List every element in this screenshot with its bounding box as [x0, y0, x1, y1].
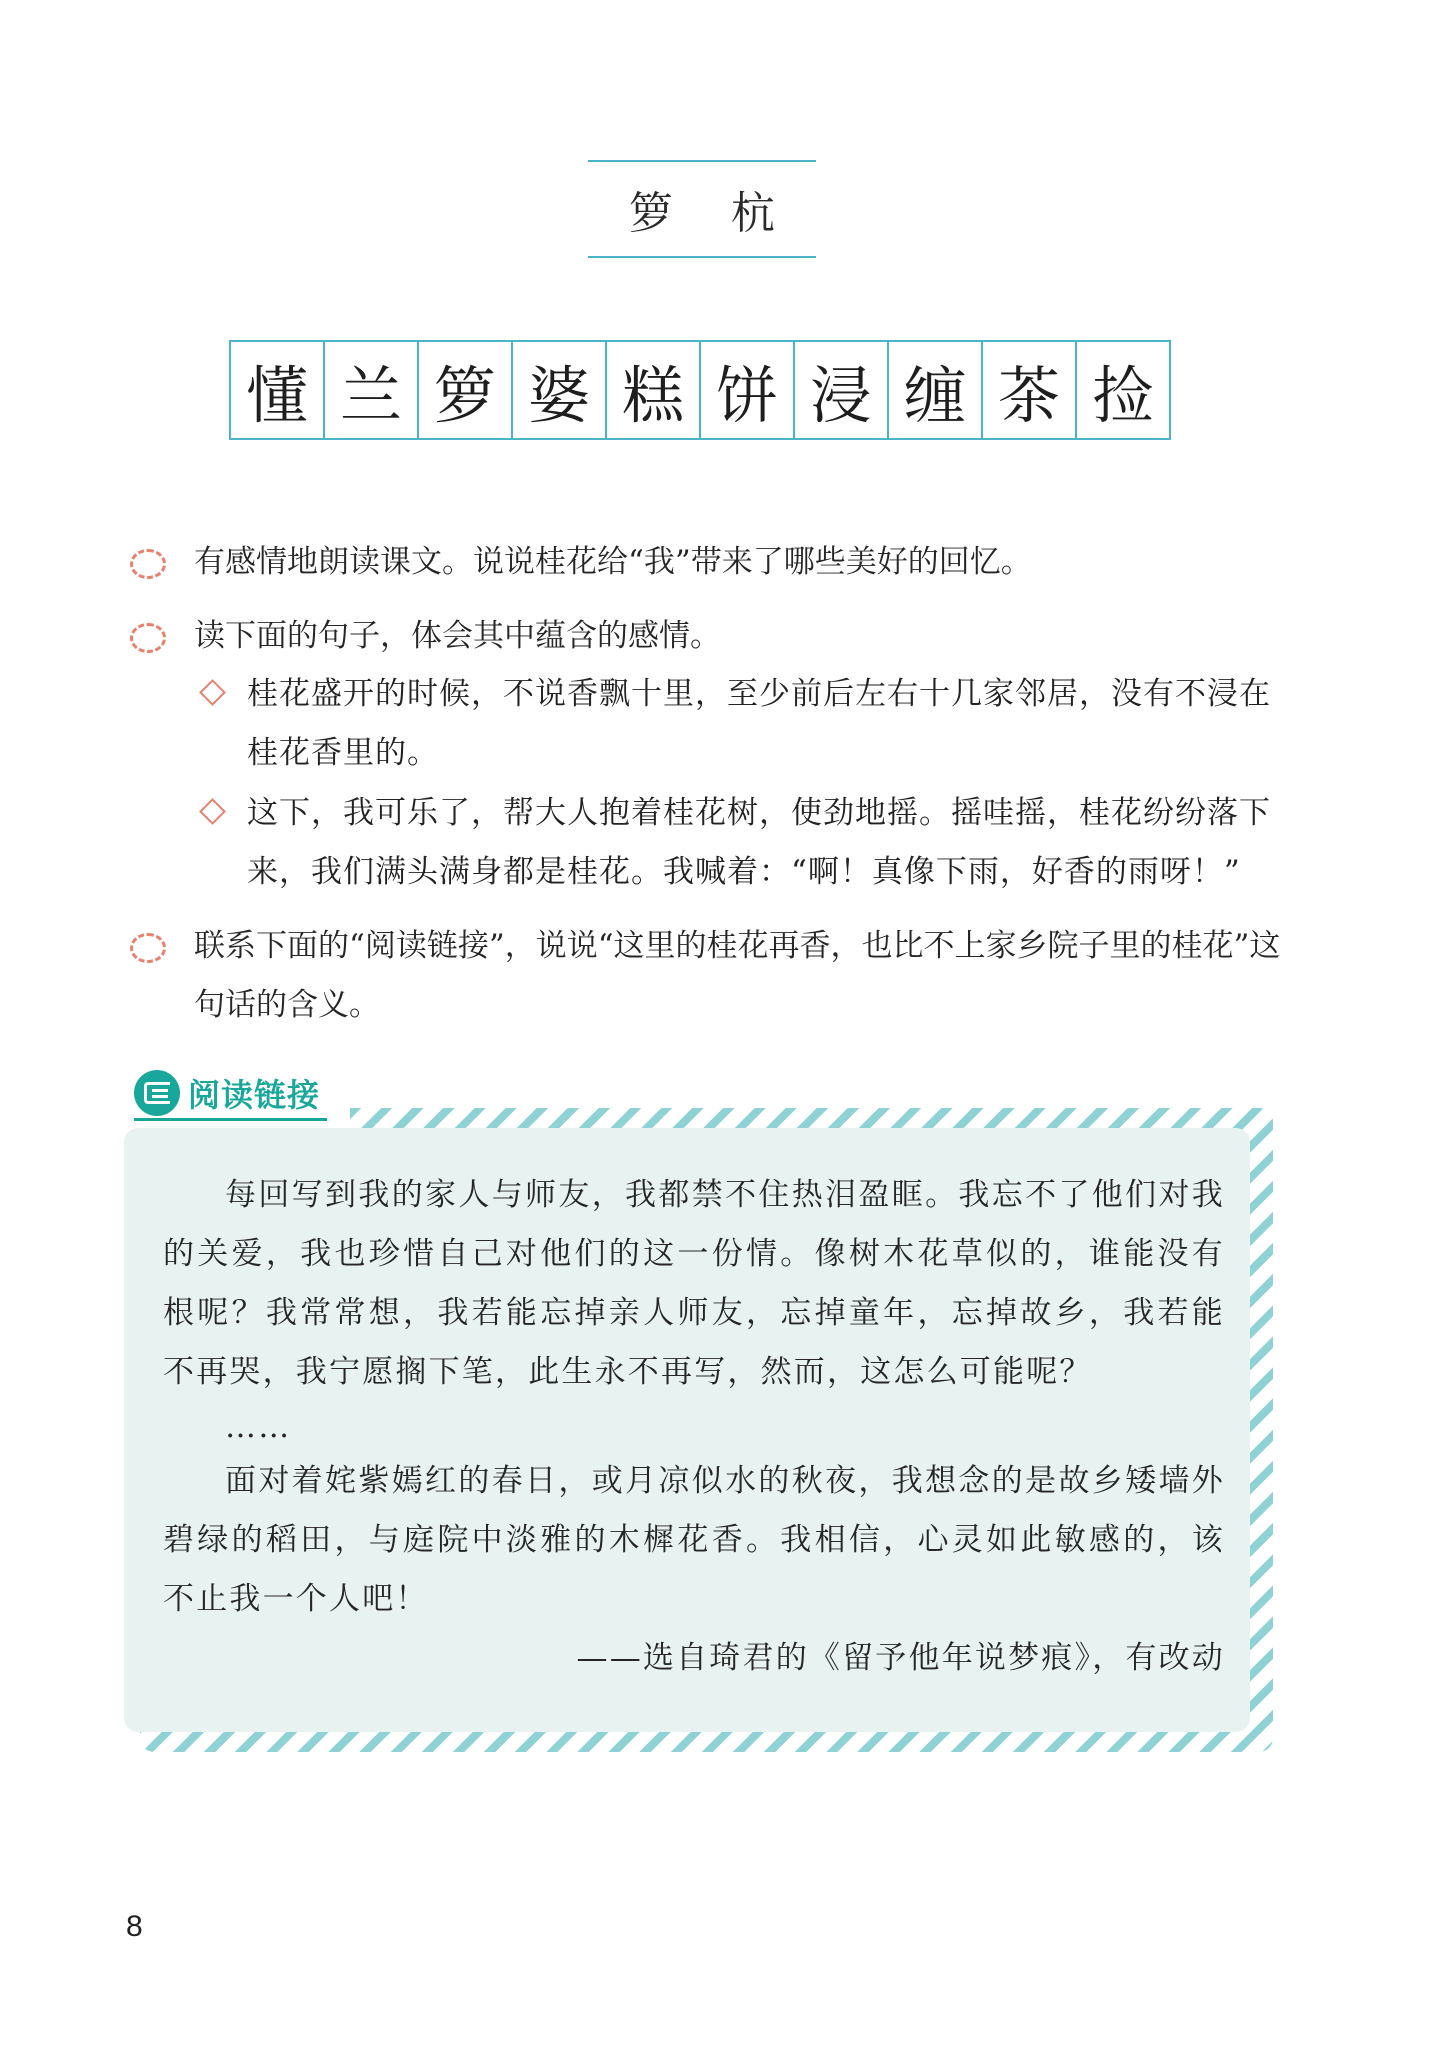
character-cell: 捡 — [1075, 342, 1169, 438]
character-grid — [229, 340, 1171, 440]
reading-link-header — [134, 1065, 320, 1121]
reading-paragraph-2: 面对着姹紫嫣红的春日，或月凉似水的秋夜，我想念的是故乡矮墙外碧绿的稻田，与庭院中淡雅的木樨花香。我相信，心灵如此敏感的，该不止我一个人吧！ — [163, 1463, 1225, 1617]
character-cell: 懂 — [245, 358, 308, 432]
pinyin-text: 箩 杭 — [629, 188, 797, 239]
diamond-icon — [199, 798, 226, 825]
character-cell: 箩 — [417, 342, 511, 438]
reading-ellipsis: …… — [225, 1409, 292, 1445]
dashed-circle-icon — [130, 623, 166, 653]
exercise-2-text: 读下面的句子，体会其中蕴含的感情。 — [194, 618, 721, 654]
character-cell: 婆 — [511, 342, 605, 438]
character-cell: 茶 — [981, 342, 1075, 438]
exercise-2-sentence-2 — [247, 784, 1275, 902]
pinyin-header — [588, 160, 816, 258]
exercise-2 — [194, 607, 1284, 666]
sentence-1-text: 桂花盛开的时候，不说香飘十里，至少前后左右十几家邻居，没有不浸在桂花香里的。 — [247, 676, 1271, 771]
reading-source: ——选自琦君的《留予他年说梦痕》，有改动 — [576, 1640, 1225, 1676]
dashed-circle-icon — [130, 549, 166, 579]
reading-link-title: 阅读链接 — [188, 1076, 321, 1114]
exercise-3-text: 联系下面的“阅读链接”，说说“这里的桂花再香，也比不上家乡院子里的桂花”这句话的含义。 — [194, 928, 1281, 1023]
sentence-2-text: 这下，我可乐了，帮大人抱着桂花树，使劲地摇。摇哇摇，桂花纷纷落下来，我们满头满身都是桂花。我喊着：“啊！真像下雨，好香的雨呀！” — [247, 795, 1271, 890]
diamond-icon — [199, 679, 226, 706]
dashed-circle-icon — [130, 933, 166, 963]
character-cell: 糕 — [605, 342, 699, 438]
reading-link-text — [163, 1166, 1225, 1688]
character-cell: 浸 — [793, 342, 887, 438]
exercise-3 — [194, 917, 1284, 1035]
reading-link-underline — [134, 1118, 327, 1121]
reading-paragraph-1: 每回写到我的家人与师友，我都禁不住热泪盈眶。我忘不了他们对我的关爱，我也珍惜自己对他们的这一份情。像树木花草似的，谁能没有根呢？我常常想，我若能忘掉亲人师友，忘掉童年，忘掉故乡，我若能不再哭，我宁愿搁下笔，此生永不再写，然而，这怎么可能呢？ — [163, 1177, 1225, 1390]
page-number: 8 — [126, 1910, 143, 1943]
exercise-1-text: 有感情地朗读课文。说说桂花给“我”带来了哪些美好的回忆。 — [194, 544, 1032, 580]
exercise-2-sentence-1 — [247, 665, 1275, 783]
book-icon — [134, 1070, 180, 1116]
character-cell: 兰 — [323, 342, 417, 438]
exercise-1 — [194, 533, 1284, 592]
character-cell: 饼 — [699, 342, 793, 438]
character-cell: 缠 — [887, 342, 981, 438]
